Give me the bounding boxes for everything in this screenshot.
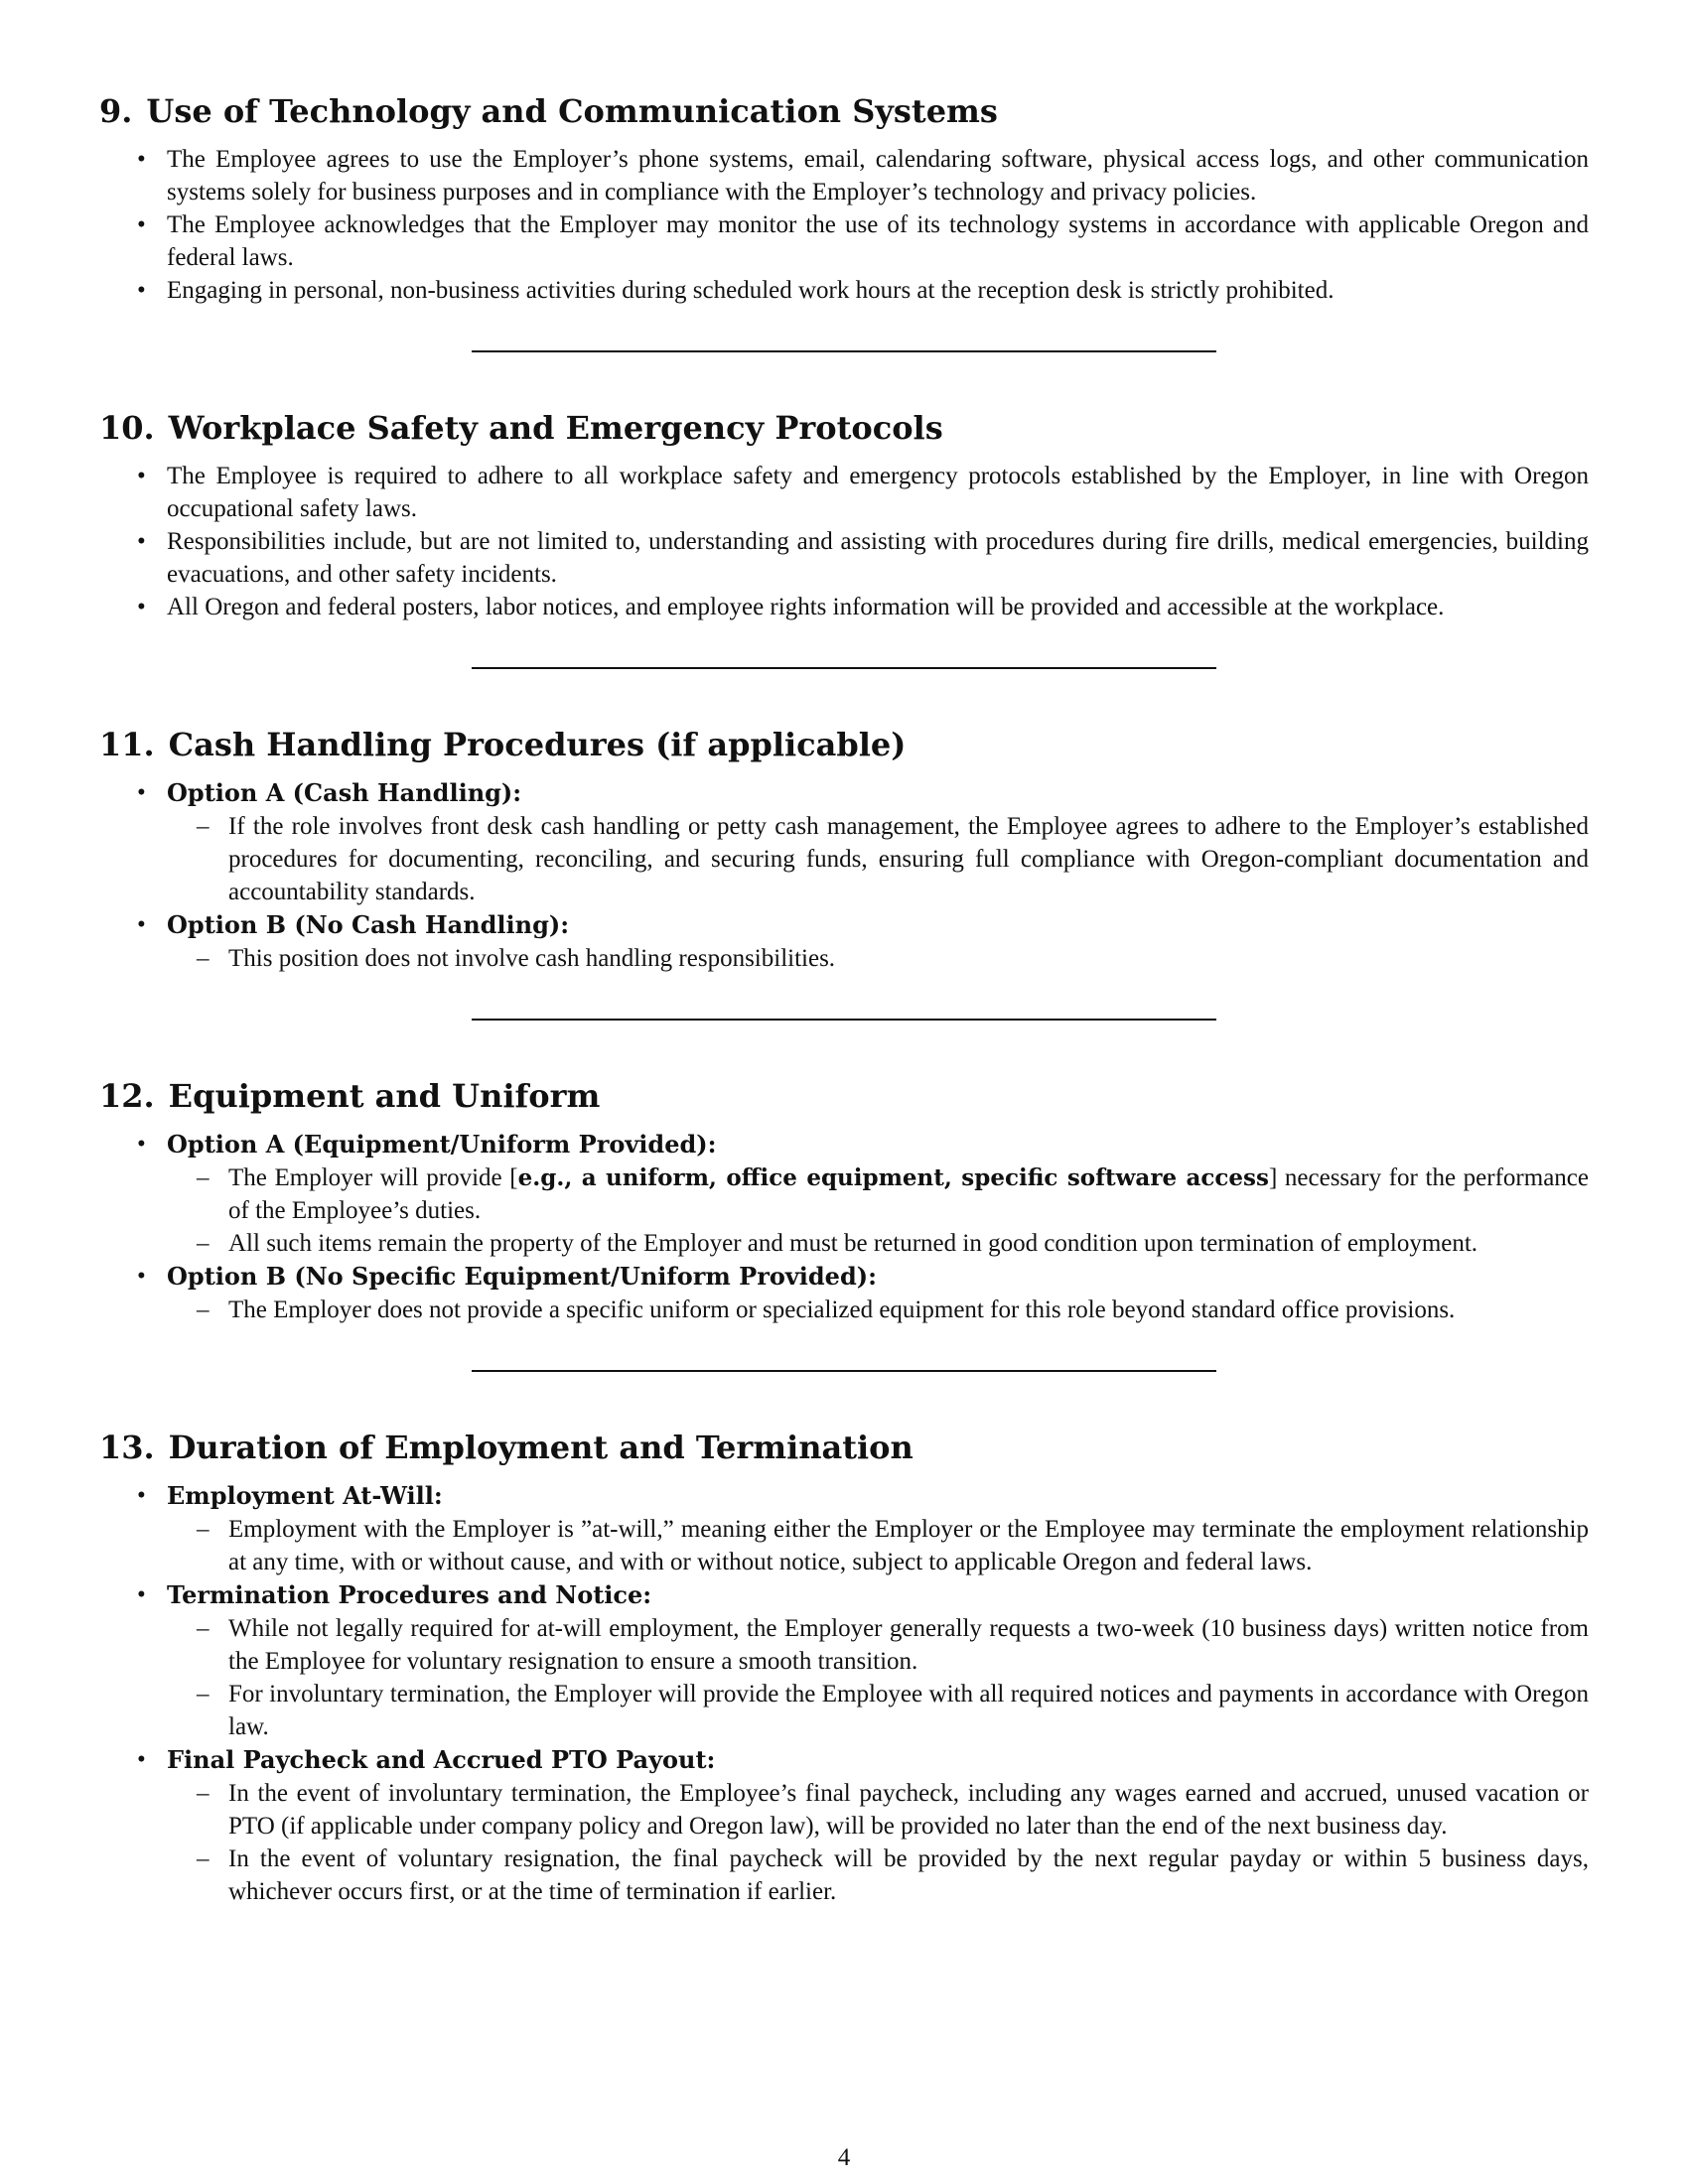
list-item: • Responsibilities include, but are not limited to, understanding and assisting with procedures during fire drills, medical emergencies, building evacuations, and other safety incidents.	[99, 525, 1589, 591]
document-page	[99, 89, 1589, 1908]
sub-list-item: – If the role involves front desk cash handling or petty cash management, the Employee agrees to adhere to the Employer’s established procedures for documenting, reconciling, and securing funds, ensuring full compliance with Oregon-compliant documentation and accountability standards.	[167, 810, 1589, 908]
list-item	[99, 776, 1589, 908]
option-a-label: Option A (Equipment/Uniform Provided):	[167, 1130, 717, 1159]
page-number: 4	[837, 2144, 851, 2171]
list-item: • The Employee acknowledges that the Employer may monitor the use of its technology systems in accordance with applicable Oregon and federal laws.	[99, 208, 1589, 274]
list-item	[99, 1128, 1589, 1260]
option-a-sublist	[167, 1161, 1589, 1260]
sub-list-item: – Employment with the Employer is ”at-will,” meaning either the Employer or the Employee may terminate the employment relationship at any time, with or without cause, and with or without notice, subject to applicable Oregon and federal laws.	[167, 1513, 1589, 1578]
sub-list-item: – This position does not involve cash handling responsibilities.	[167, 942, 1589, 975]
section-12-heading: 12. Equipment and Uniform	[99, 1077, 601, 1115]
section-10-list	[99, 460, 1589, 623]
section-9-list	[99, 143, 1589, 307]
list-item	[99, 1260, 1589, 1326]
notice-label: Termination Procedures and Notice:	[167, 1580, 652, 1609]
notice-sublist	[167, 1612, 1589, 1743]
list-item	[99, 908, 1589, 975]
sub-list-item: – While not legally required for at-will employment, the Employer generally requests a two-week (10 business days) written notice from the Employee for voluntary resignation to ensure a smooth transition.	[167, 1612, 1589, 1678]
sub-list-item: – For involuntary termination, the Employer will provide the Employee with all required notices and payments in accordance with Oregon law.	[167, 1678, 1589, 1743]
list-item	[99, 1479, 1589, 1578]
section-13-heading: 13. Duration of Employment and Termination	[99, 1429, 914, 1466]
sub-list-item: – In the event of involuntary termination, the Employee’s final paycheck, including any wages earned and accrued, unused vacation or PTO (if applicable under company policy and Oregon law), will be provided no later than the end of the next business day.	[167, 1777, 1589, 1843]
list-item: • Engaging in personal, non-business activities during scheduled work hours at the reception desk is strictly prohibited.	[99, 274, 1589, 307]
list-item	[99, 1743, 1589, 1908]
option-b-sublist	[167, 942, 1589, 975]
list-item: • The Employee agrees to use the Employer’s phone systems, email, calendaring software, physical access logs, and other communication systems solely for business purposes and in compliance with the Employer’s technology and privacy policies.	[99, 143, 1589, 208]
section-12-list	[99, 1128, 1589, 1326]
option-a-sublist	[167, 810, 1589, 908]
final-paycheck-sublist	[167, 1777, 1589, 1908]
sub-list-item: – The Employer does not provide a specific uniform or specialized equipment for this role beyond standard office provisions.	[167, 1294, 1589, 1326]
list-item	[99, 1578, 1589, 1743]
sub-list-item: – The Employer will provide [e.g., a uniform, office equipment, specific software access] necessary for the performance of the Employee’s duties.	[167, 1161, 1589, 1227]
list-item: • The Employee is required to adhere to all workplace safety and emergency protocols established by the Employer, in line with Oregon occupational safety laws.	[99, 460, 1589, 525]
sub-list-item: – In the event of voluntary resignation, the final paycheck will be provided by the next regular payday or within 5 business days, whichever occurs first, or at the time of termination if earlier.	[167, 1843, 1589, 1908]
at-will-label: Employment At-Will:	[167, 1481, 443, 1510]
at-will-sublist	[167, 1513, 1589, 1578]
option-b-label: Option B (No Specific Equipment/Uniform Provided):	[167, 1262, 877, 1291]
section-11-list	[99, 776, 1589, 975]
section-11-heading: 11. Cash Handling Procedures (if applicable)	[99, 726, 907, 763]
section-13-list	[99, 1479, 1589, 1908]
option-b-sublist	[167, 1294, 1589, 1326]
sub-list-item: – All such items remain the property of the Employer and must be returned in good condition upon termination of employment.	[167, 1227, 1589, 1260]
final-paycheck-label: Final Paycheck and Accrued PTO Payout:	[167, 1745, 716, 1774]
list-item: • All Oregon and federal posters, labor notices, and employee rights information will be provided and accessible at the workplace.	[99, 591, 1589, 623]
option-b-label: Option B (No Cash Handling):	[167, 910, 570, 939]
section-10-heading: 10. Workplace Safety and Emergency Protocols	[99, 409, 943, 447]
section-9-heading: 9. Use of Technology and Communication Systems	[99, 92, 998, 130]
option-a-label: Option A (Cash Handling):	[167, 778, 522, 807]
placeholder-text: e.g., a uniform, office equipment, specific software access	[517, 1164, 1269, 1191]
